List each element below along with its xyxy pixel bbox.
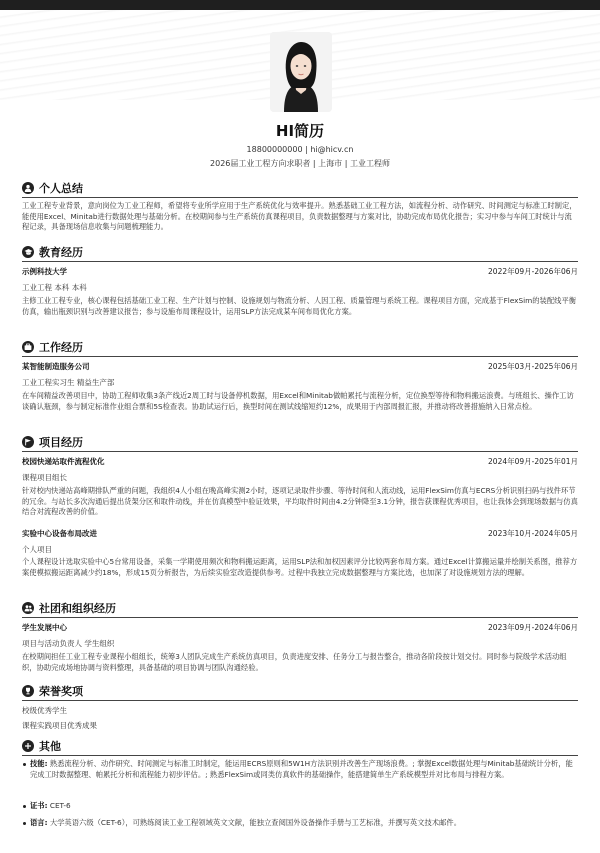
club-text: 在校期间担任工业工程专业课程小组组长，统筹3人团队完成生产系统仿真项目，负责进度安排、任务分工与报告整合，推动各阶段按计划交付。同时参与院级学术活动组织，协助完成场地协调与资料整理，具备基础的项目协调与团队沟通经验。: [22, 652, 567, 672]
profile-photo: [270, 32, 332, 112]
other-item-label: 证书:: [30, 801, 48, 810]
section-work-title: [22, 340, 83, 354]
education-date: 2022年09月-2026年06月: [488, 267, 578, 276]
section-summary-title: [22, 181, 83, 195]
section-projects-title: [22, 435, 83, 449]
plus-icon: [22, 740, 34, 752]
project-role: 个人项目: [22, 545, 52, 554]
section-divider: [22, 356, 578, 357]
project-name: 实验中心设备布局改进: [22, 529, 97, 538]
other-item-label: 技能:: [30, 759, 48, 768]
briefcase-icon: [22, 341, 34, 353]
project-text: 针对校内快递站高峰期排队严重的问题，我组织4人小组在晚高峰实测2小时，逐项记录取件步骤、等待时间和人流动线，运用FlexSim仿真与ECRS分析识别扫码与找件环节的冗余。与站长多次沟通后提出货架分区和取件动线，并在仿真模型中验证效果，平均取件时间由4.2分钟降至3.1分钟，报告获课程优秀项目，也让我体会到现场数据与仿真结合对流程改善的价值。: [22, 486, 578, 516]
other-item-text: CET-6: [49, 801, 71, 810]
project-date: 2023年10月-2024年05月: [488, 529, 578, 538]
section-summary-label: 个人总结: [39, 182, 83, 195]
project-header: [22, 456, 578, 467]
award-item: 课程实践项目优秀成果: [22, 721, 97, 730]
section-awards-label: 荣誉奖项: [39, 685, 83, 698]
company-name: 某智能制造服务公司: [22, 362, 90, 371]
other-item-label: 语言:: [30, 818, 48, 827]
section-divider: [22, 451, 578, 452]
other-item-certificate: [30, 801, 578, 812]
section-divider: [22, 197, 578, 198]
other-item-language: [30, 818, 578, 829]
club-date: 2023年09月-2024年06月: [488, 623, 578, 632]
avatar-illustration: [270, 32, 332, 112]
work-text: 在车间精益改善项目中，协助工程师收集3条产线近2周工时与设备停机数据，用Excel和Minitab做帕累托与流程分析，定位换型等待和物料搬运浪费。与班组长、操作工访谈确认瓶颈，参与制定标准作业组合票和5S检查表。协助试运行后，换型时间在测试线缩短约12%，成果用于内部周报汇报，并推动将改善措施纳入日常点检。: [22, 391, 574, 411]
project-date: 2024年09月-2025年01月: [488, 457, 578, 466]
other-item-text: 熟悉流程分析、动作研究、时间测定与标准工时制定，能运用ECRS原则和5W1H方法识别并改善生产现场浪费。; 掌握Excel数据处理与Minitab基础统计分析，能完成工时数据整理、帕累托分析和流程能力初步评估。; 熟悉FlexSim或同类仿真软件的基础操作，能搭建简单生产系统模型并对比布局与排程方案。: [30, 759, 573, 779]
school-name: 示例科技大学: [22, 267, 67, 276]
section-divider: [22, 700, 578, 701]
club-name: 学生发展中心: [22, 623, 67, 632]
education-degree: 工业工程 本科 本科: [22, 283, 87, 292]
graduation-cap-icon: [22, 246, 34, 258]
section-projects-label: 项目经历: [39, 436, 83, 449]
section-other-title: [22, 739, 61, 753]
trophy-icon: [22, 685, 34, 697]
award-item: 校级优秀学生: [22, 706, 67, 715]
section-awards-title: [22, 684, 83, 698]
section-other-label: 其他: [39, 740, 61, 753]
section-clubs-title: [22, 601, 116, 615]
section-divider: [22, 261, 578, 262]
other-item-skills: [30, 759, 578, 780]
section-work-label: 工作经历: [39, 341, 83, 354]
user-icon: [22, 182, 34, 194]
group-icon: [22, 602, 34, 614]
candidate-name: HI简历: [275, 122, 325, 140]
contact-info: 18800000000 | hi@hicv.cn: [246, 145, 354, 154]
education-header: [22, 266, 578, 277]
project-header: [22, 528, 578, 539]
other-item-text: 大学英语六级（CET-6），可熟练阅读工业工程领域英文文献，能独立查阅国外设备操作手册与工艺标准，并撰写英文技术邮件。: [49, 818, 461, 827]
flag-icon: [22, 436, 34, 448]
work-header: [22, 361, 578, 372]
work-date: 2025年03月-2025年06月: [488, 362, 578, 371]
project-name: 校园快递站取件流程优化: [22, 457, 105, 466]
section-education-title: [22, 245, 83, 259]
project-text: 个人课程设计选取实验中心5台常用设备，采集一学期使用频次和物料搬运距离，运用SLP法和加权因素评分比较两套布局方案。通过Excel计算搬运量并绘制关系图，推荐方案使模拟搬运距离减少约18%，形成15页分析报告，为后续实验室改造提供参考。过程中我独立完成数据整理与方案比选，也加深了对设施规划方法的理解。: [22, 557, 578, 577]
header-meta: 2026届工业工程方向求职者 | 上海市 | 工业工程师: [210, 159, 390, 168]
section-education-label: 教育经历: [39, 246, 83, 259]
top-bar: [0, 0, 600, 10]
summary-text: 工业工程专业背景，意向岗位为工业工程师，希望将专业所学应用于生产系统优化与效率提升。熟悉基础工业工程方法，如流程分析、动作研究、时间测定与标准工时制定，能使用Excel、Minitab进行数据处理与基础分析。在校期间参与生产系统仿真课程项目，负责数据整理与方案对比，协助完成布局优化报告；实习中参与车间工时统计与流程记录，具备现场信息收集与问题梳理能力。: [22, 201, 577, 231]
section-clubs-label: 社团和组织经历: [39, 602, 116, 615]
work-role: 工业工程实习生 精益生产部: [22, 378, 115, 387]
club-header: [22, 622, 578, 633]
education-text: 主修工业工程专业，核心课程包括基础工业工程、生产计划与控制、设施规划与物流分析、人因工程、质量管理与系统工程。课程项目方面，完成基于FlexSim的装配线平衡仿真，输出瓶颈识别与改善建议报告；参与设施布局课程设计，运用SLP方法完成某车间布局优化方案。: [22, 296, 577, 316]
section-divider: [22, 755, 578, 756]
club-role: 项目与活动负责人 学生组织: [22, 639, 115, 648]
project-role: 课程项目组长: [22, 473, 67, 482]
section-divider: [22, 617, 578, 618]
